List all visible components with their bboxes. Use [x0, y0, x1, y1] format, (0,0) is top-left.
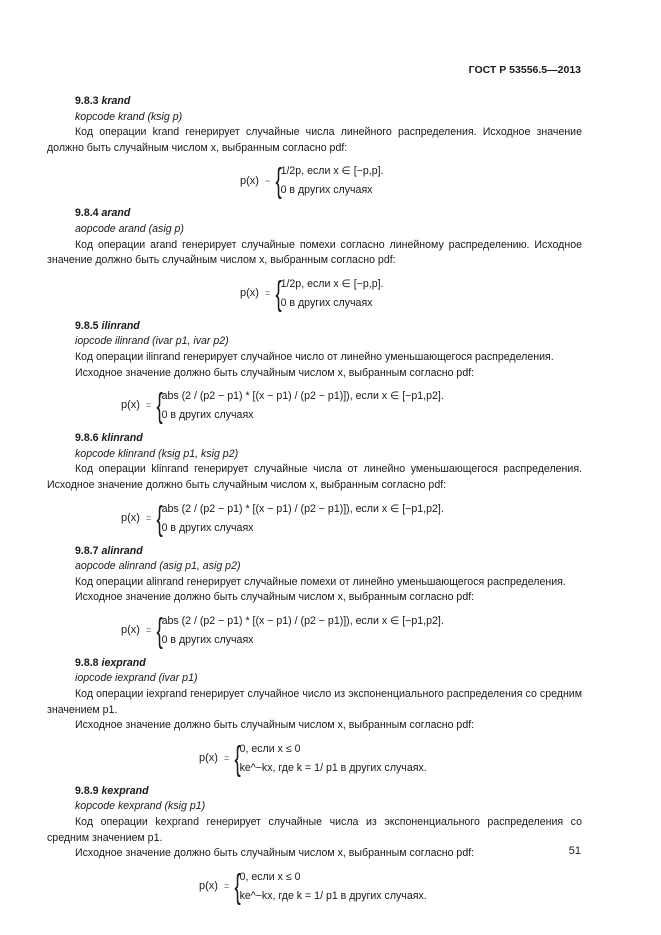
opcode-syntax: aopcode alinrand (asig p1, asig p2)	[75, 560, 241, 573]
formula-case-2: 0 в других случаях	[280, 296, 373, 309]
formula-case-1: abs (2 / (p2 − p1) * [(x − p1) / (p2 − p1)]), если x ∈ [−p1,p2].	[161, 614, 444, 627]
section-heading: 9.8.3 krand	[75, 95, 131, 107]
formula-lhs: p(x)	[121, 511, 140, 524]
formula	[47, 162, 582, 200]
left-brace: {	[275, 162, 283, 201]
formula-case-2: 0 в других случаях	[161, 633, 254, 646]
section-krand	[47, 94, 582, 200]
formula-case-2: ke^−kx, где k = 1/ p1 в других случаях.	[239, 761, 427, 774]
section-alinrand	[47, 544, 582, 650]
opcode-syntax: kopcode kexprand (ksig p1)	[75, 800, 206, 813]
opcode-syntax: kopcode klinrand (ksig p1, ksig p2)	[75, 447, 239, 460]
paragraph: Код операции krand генерирует случайные числа линейного распределения. Исходное значение должно быть случайным числом x, выбранным согласно pdf:	[47, 126, 582, 154]
formula	[47, 868, 582, 906]
formula-eq: =	[223, 881, 230, 892]
paragraph: Код операции arand генерирует случайные помехи согласно линейному распределению. Исходное значение должно быть случайным числом x, выбранным согласно pdf:	[47, 238, 582, 267]
formula-case-1: 1/2p, если x ∈ [−p,p].	[280, 277, 384, 290]
formula-lhs: p(x)	[199, 752, 218, 765]
section-heading: 9.8.8 iexprand	[75, 656, 146, 669]
formula	[47, 740, 582, 778]
paragraph: Код операции ilinrand генерирует случайное число от линейно уменьшающегося распределения.	[75, 350, 554, 363]
formula-eq: ~	[264, 175, 271, 186]
page-number: 51	[568, 845, 581, 857]
left-brace: {	[234, 867, 242, 906]
section-heading: 9.8.9 kexprand	[75, 784, 149, 797]
opcode-syntax: kopcode krand (ksig p)	[75, 110, 183, 123]
section-heading: 9.8.5 ilinrand	[75, 319, 140, 332]
formula-case-2: 0 в других случаях	[161, 521, 254, 534]
paragraph: Исходное значение должно быть случайным числом x, выбранным согласно pdf:	[75, 719, 475, 732]
section-heading: 9.8.6 klinrand	[75, 432, 143, 445]
left-brace: {	[156, 611, 164, 650]
formula-eq: =	[223, 753, 230, 764]
formula	[47, 612, 582, 650]
formula-case-2: ke^−kx, где k = 1/ p1 в других случаях.	[239, 889, 427, 902]
formula-case-2: 0 в других случаях	[161, 409, 254, 422]
formula-eq: =	[264, 287, 271, 298]
formula	[47, 275, 582, 313]
opcode-syntax: iopcode iexprand (ivar p1)	[75, 672, 198, 685]
paragraph: Код операции kexprand генерирует случайные числа из экспоненциального распределения со средним значением p1.	[47, 816, 582, 844]
formula-case-1: abs (2 / (p2 − p1) * [(x − p1) / (p2 − p1)]), если x ∈ [−p1,p2].	[161, 502, 444, 515]
formula	[47, 387, 582, 425]
paragraph: Код операции klinrand генерирует случайные числа от линейно уменьшающегося распределения. Исходное значение должно быть случайным числом x, выбранным согласно pdf:	[47, 463, 582, 491]
paragraph: Код операции iexprand генерирует случайное число из экспоненциального распределения со средним значением p1.	[47, 688, 582, 716]
formula-lhs: p(x)	[121, 399, 140, 412]
section-arand	[47, 206, 582, 312]
section-klinrand	[47, 431, 582, 537]
formula-eq: =	[145, 512, 152, 523]
left-brace: {	[275, 274, 283, 313]
opcode-syntax: iopcode ilinrand (ivar p1, ivar p2)	[75, 335, 229, 348]
section-kexprand	[47, 784, 582, 906]
formula-lhs: p(x)	[240, 286, 259, 299]
left-brace: {	[234, 739, 242, 778]
paragraph: Исходное значение должно быть случайным числом x, выбранным согласно pdf:	[75, 366, 475, 379]
formula-lhs: p(x)	[121, 624, 140, 637]
document-header: ГОСТ Р 53556.5—2013	[468, 64, 581, 76]
section-heading: 9.8.4 arand	[75, 207, 131, 220]
formula-case-1: abs (2 / (p2 − p1) * [(x − p1) / (p2 − p1)]), если x ∈ [−p1,p2].	[161, 390, 444, 403]
paragraph: Код операции alinrand генерирует случайные помехи от линейно уменьшающегося распределения.	[75, 575, 566, 588]
paragraph: Исходное значение должно быть случайным числом x, выбранным согласно pdf:	[75, 847, 475, 860]
section-ilinrand	[47, 319, 582, 425]
formula-eq: =	[145, 400, 152, 411]
formula-case-1: 0, если x ≤ 0	[239, 742, 301, 755]
formula-lhs: p(x)	[199, 880, 218, 893]
formula-lhs: p(x)	[240, 174, 259, 187]
document-body	[47, 92, 582, 912]
left-brace: {	[156, 499, 164, 538]
paragraph: Исходное значение должно быть случайным числом x, выбранным согласно pdf:	[75, 591, 475, 604]
opcode-syntax: aopcode arand (asig p)	[75, 222, 184, 235]
formula-case-1: 0, если x ≤ 0	[239, 870, 301, 883]
formula	[47, 500, 582, 538]
formula-eq: =	[145, 625, 152, 636]
section-iexprand	[47, 656, 582, 778]
left-brace: {	[156, 387, 164, 426]
formula-case-1: 1/2p, если x ∈ [−p,p].	[280, 165, 384, 178]
section-heading: 9.8.7 alinrand	[75, 544, 143, 557]
formula-case-2: 0 в других случаях	[280, 184, 373, 197]
